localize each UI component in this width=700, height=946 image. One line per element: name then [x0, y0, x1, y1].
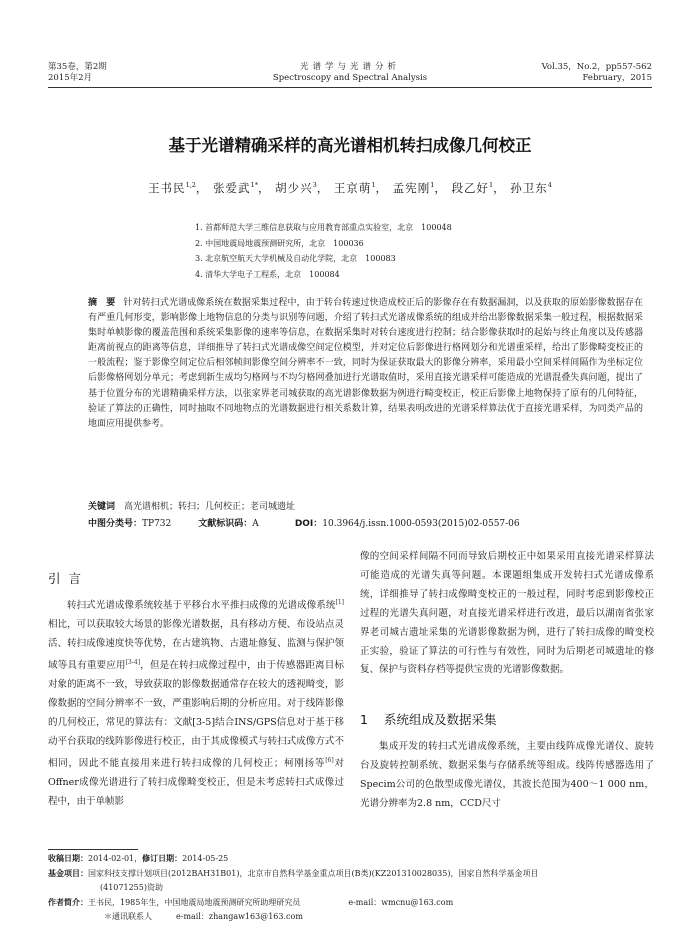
affiliation: 4. 清华大学电子工程系，北京 100084 [195, 269, 340, 279]
doc-code-value: A [252, 519, 259, 529]
doc-code-label: 文献标识码： [198, 519, 253, 529]
affiliation: 2. 中国地震局地震预测研究所，北京 100036 [195, 238, 364, 248]
keywords-text: 高光谱相机；转扫；几何校正；老司城遗址 [124, 502, 296, 512]
abstract-text: 针对转扫式光谱成像系统在数据采集过程中，由于转台转速过快造成校正后的影像存在有数据漏洞，以及获取的原始影像数据存在有严重几何形变，影响影像上地物信息的分类与识别等问题，介绍了转扫式光谱成像系统的组成并给出影像数据采集一般过程，根据数据采集时单帧影像的覆盖范围和系统采集影像的速率等信息，在数据采集时对转台速度进行控制；结合影像获取时的起始与终止角度以及传感器距离前视点的距离等信息，详细推导了转扫式光谱成像空间定位模型，并对定位后影像进行格网划分和光谱重采样，给出了影像畸变校正的一般流程；鉴于影像空间定位后相邻帧间影像空间分辨率不一致，同时为保证获取最大的影像分辨率，采用最小空间采样间隔作为坐标定位后影像格网划分单元；考虑到新生成均匀格网与不均匀格网叠加进行光谱取值时，采用直接光谱采样可能造成的光谱混叠失真问题，提出了基于位置分布的光谱精确采样方法，以张家界老司城获取的高光谱影像数据为例进行畸变校正，校正后影像上地物保持了原有的几何特征，验证了算法的正确性，同时抽取不同地物点的光谱数据进行相关系数计算，结果表明改进的光谱采样算法优于直接光谱采样，为同类产品的地面应用提供参考。 [88, 298, 643, 429]
author: 段乙好$^1$ [451, 181, 494, 195]
section-heading-intro: 引言 [48, 571, 90, 586]
section-1-body [360, 738, 654, 814]
intro-paragraph: 转扫式光谱成像系统较基于平移台水平推扫成像的光谱成像系统[1]相比，可以获取较大场景的影像光谱数据，具有移动方便、布设站点灵活、转扫成像速度快等优势，在古建筑物、古遗址修复、监测与保护领域等具有重要应用[3-4]，但是在转扫成像过程中，由于传感器距离目标对象的距离不一致，导致获取的影像数据通常存在较大的透视畸变，影像数据的空间分辨率不一致，严重影响后期的分析应用。对于线阵影像的几何校正，常见的算法有：文献[3-5]结合INS/GPS信息对于基于移动平台获取的线阵影像进行校正，由于其成像模式与转扫式成像方式不相同，因此不能直接用来进行转扫成像的几何校正；柯刚扬等[6]对Offner成像光谱进行了转扫成像畸变校正，但是未考虑转扫式成像过程中，由于单帧影 [48, 599, 344, 807]
citation: [6] [325, 756, 334, 764]
citation: [1] [335, 599, 344, 606]
journal-name-en: Spectroscopy and Spectral Analysis [272, 73, 428, 83]
header-divider [48, 87, 652, 88]
doi-value: 10.3964/j.issn.1000-0593(2015)02-0557-06 [322, 519, 520, 529]
abstract [88, 296, 643, 432]
paper-title: 基于光谱精确采样的高光谱相机转扫成像几何校正 [168, 136, 532, 155]
volume-pages-en: Vol.35，No.2，pp557-562 [541, 62, 652, 72]
section-number: 1 [360, 712, 368, 727]
author: 张爱武$^{1*}$ [213, 181, 258, 195]
doi-label: DOI： [294, 519, 323, 529]
author: 孟宪刚$^1$ [392, 181, 435, 195]
classification-line [88, 517, 648, 531]
corresponding-email[interactable]: e-mail：zhangaw163@163.com [176, 912, 303, 921]
keywords-label: 关键词 [88, 502, 116, 512]
issue-date-en: February，2015 [582, 73, 652, 83]
clc-value: TP732 [142, 519, 172, 529]
volume-issue: 第35卷，第2期 [48, 62, 107, 72]
footnote-corresponding: ＊通讯联系人 e-mail：zhangaw163@163.com [104, 912, 303, 921]
journal-name-cn: 光谱学与光谱分析 [299, 62, 400, 72]
affiliation: 1. 首都师范大学三维信息获取与应用教育部重点实验室，北京 100048 [195, 223, 452, 232]
affiliation-list [195, 220, 452, 282]
affiliation: 3. 北京航空航天大学机械及自动化学院，北京 100083 [195, 254, 396, 263]
section-1-paragraph: 集成开发的转扫式光谱成像系统，主要由线阵成像光谱仪、旋转台及旋转控制系统、数据采集与存储系统等组成。线阵传感器选用了Specim公司的色散型成像光谱仪，其波长范围为400～1 000 nm，光谱分辨率为2.8 nm，CCD尺寸 [360, 741, 654, 809]
author: 孙卫东$^4$ [510, 181, 552, 195]
journal-pages-info [542, 62, 652, 84]
intro-column [48, 594, 344, 811]
right-column-continuation [360, 548, 654, 680]
footnote-dates: 收稿日期：2014-02-01，修订日期：2014-05-25 [48, 854, 229, 863]
footnote-funding-cont: (41071255)资助 [100, 883, 163, 892]
author: 王书民$^{1,2}$ [148, 181, 196, 195]
citation: [3-4] [125, 658, 141, 666]
footnote-divider [48, 849, 138, 850]
author-list: 王书民$^{1,2}$， 张爱武$^{1*}$， 胡少兴$^3$， 王京萌$^1$， 孟宪刚$^1$， 段乙好$^1$， 孙卫东$^4$ [148, 181, 552, 195]
section-heading-1 [360, 710, 496, 728]
intro-paragraph-continued: 像的空间采样间隔不同而导致后期校正中如果采用直接光谱采样算法可能造成的光谱失真等问题。本课题组集成开发转扫式光谱成像系统，详细推导了转扫成像畸变校正的一般过程，同时考虑到影像校正过程的光谱失真问题，对直接光谱采样进行改进，最后以湖南省张家界老司城古遗址采集的光谱影像数据为例，进行了转扫成像的畸变校正实验，验证了算法的可行性与有效性，同时为后期老司城遗址的修复、保护与资料存档等提供宝贵的光谱影像数据。 [360, 551, 654, 676]
clc-label: 中图分类号： [88, 519, 143, 529]
author-email[interactable]: e-mail：wmcnu@163.com [348, 897, 454, 907]
keywords [88, 500, 295, 514]
section-title: 系统组成及数据采集 [383, 712, 497, 727]
author: 胡少兴$^3$ [275, 181, 317, 195]
footnote-funding: 基金项目：国家科技支撑计划项目(2012BAH31B01)，北京市自然科学基金重点项目(B类)(KZ201310028035)，国家自然科学基金项目 [48, 868, 539, 878]
author: 王京萌$^1$ [333, 181, 376, 195]
footnote-author: 作者简介：王书民，1985年生，中国地震局地震预测研究所助理研究员 e-mail：wmcnu@163.com [48, 897, 454, 907]
footnotes [48, 852, 652, 925]
issue-date-cn: 2015年2月 [48, 73, 93, 83]
abstract-label: 摘 要 [88, 298, 116, 308]
